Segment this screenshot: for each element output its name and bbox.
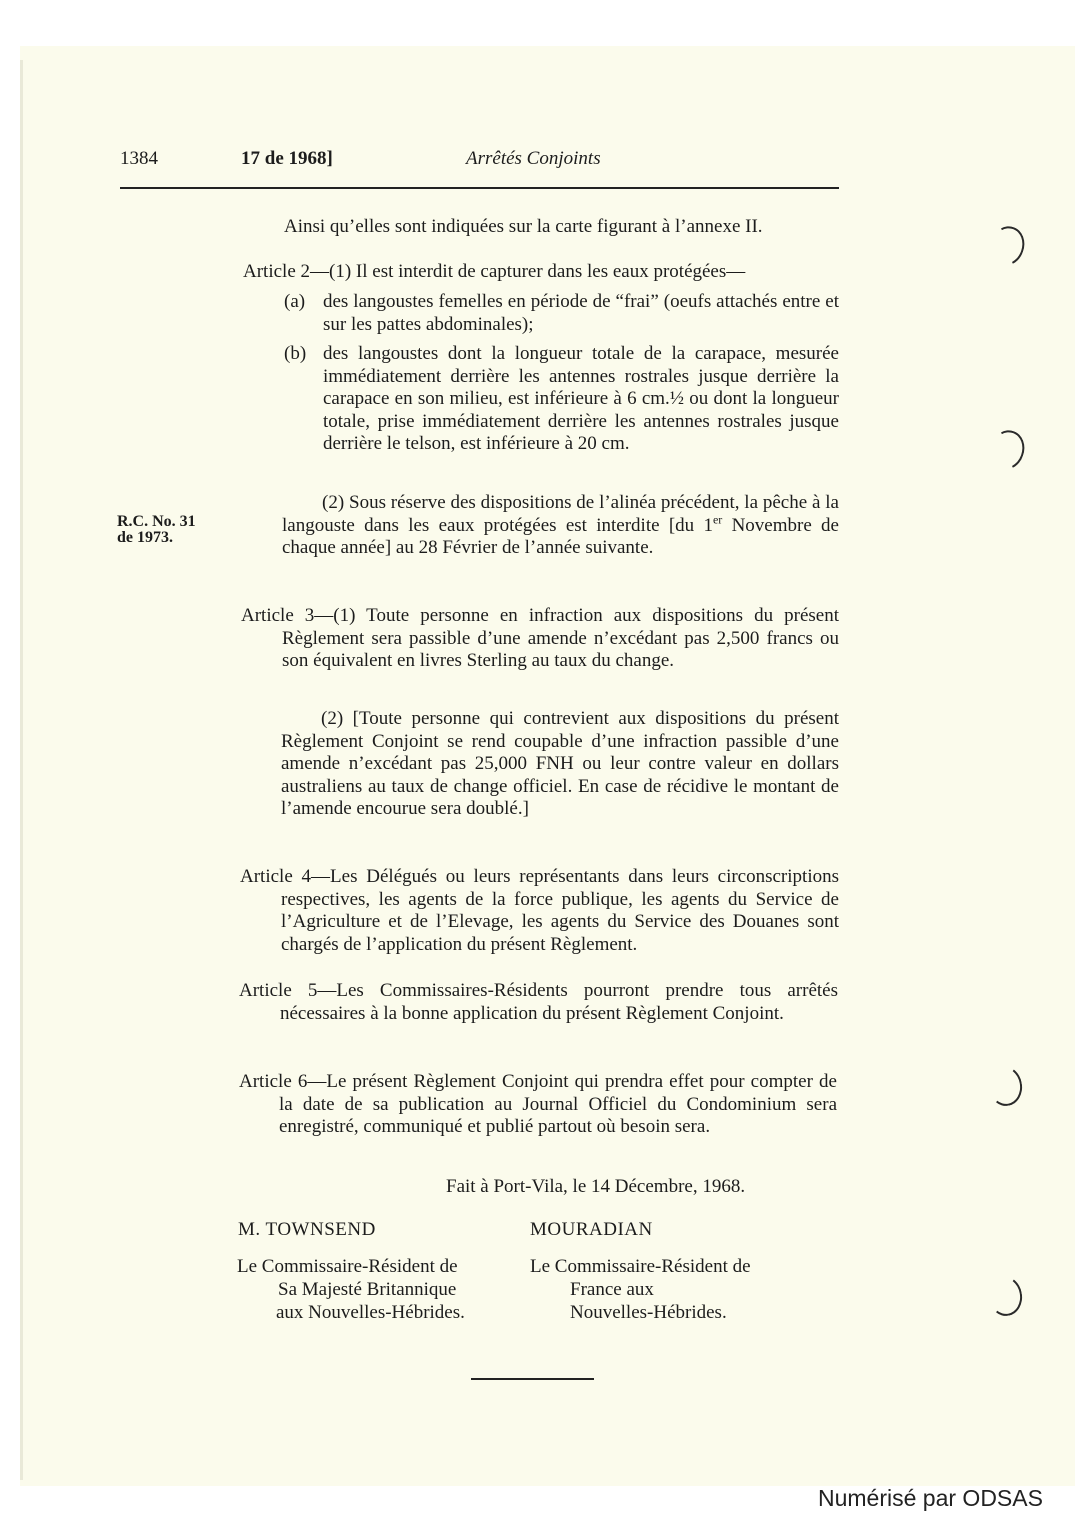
signatory-line: Le Commissaire-Résident de [530,1256,751,1277]
header-date-ref: 17 de 1968] [241,148,333,169]
article-2-paragraph-2 [282,492,839,560]
article-2-heading: Article 2—(1) Il est interdit de capturer dans les eaux protégées— [243,261,746,282]
margin-note [117,514,196,546]
header-rule [120,187,839,189]
intro-line: Ainsi qu’elles sont indiquées sur la carte figurant à l’annexe II. [284,216,763,237]
item-b-text: des langoustes dont la longueur totale de la carapace, mesurée immédiatement derrière les antennes rostrales jusque derrière la carapace en son milieu, est inférieure à 6 cm.½ ou dont la longueur totale, prise immédiatement derrière les antennes rostrales jusque derrière le telson, est inférieure à 20 cm. [323,343,839,455]
article-6: Article 6—Le présent Règlement Conjoint qui prendra effet pour compter de la date de sa publication au Journal Officiel du Condominium sera enregistré, communiqué et publié partout où besoin sera. [239,1071,837,1138]
article-2-p2-text: (2) Sous réserve des dispositions de l’alinéa précédent, la pêche à la langouste dans les eaux protégées est interdite [du 1 [282,492,839,536]
item-a-text: des langoustes femelles en période de “frai” (oeufs attachés entre et sur les pattes abdominales); [323,291,839,335]
signatory-right-title [530,1255,751,1324]
signatory-line: France aux [570,1279,654,1300]
margin-note-line: de 1973. [117,529,173,546]
signatory-line: aux Nouvelles-Hébrides. [276,1302,465,1323]
signatory-right-name: MOURADIAN [530,1219,653,1240]
article-3-paragraph-2: (2) [Toute personne qui contrevient aux dispositions du présent Règlement Conjoint se rend coupable d’une infraction passible d’une amende n’excédant pas 25,000 FNH ou leur contre valeur en dollars australiens au taux de change officiel. En case de récidive le montant de l’amende encourue sera doublé.] [281,708,839,820]
article-5: Article 5—Les Commissaires-Résidents pourront prendre tous arrêtés nécessaires à la bonne application du présent Règlement Conjoint. [239,980,838,1024]
page-edge-shadow [20,60,23,1480]
running-title: Arrêtés Conjoints [466,148,601,169]
signatory-line: Le Commissaire-Résident de [237,1256,458,1277]
signatory-line: Sa Majesté Britannique [278,1279,457,1300]
end-rule [471,1378,594,1380]
signatory-left-title [237,1255,465,1324]
item-b-label: (b) [284,343,307,364]
done-at-line: Fait à Port-Vila, le 14 Décembre, 1968. [446,1176,746,1197]
article-3-paragraph-1: Article 3—(1) Toute personne en infraction aux dispositions du présent Règlement sera passible d’une amende n’excédant pas 2,500 francs ou son équivalent en livres Sterling au taux du change. [241,605,839,672]
article-2-p2-text-end: Novembre de chaque année] au 28 Février de l’année suivante. [282,514,839,559]
signatory-line: Nouvelles-Hébrides. [570,1302,727,1323]
article-4: Article 4—Les Délégués ou leurs représentants dans leurs circonscriptions respectives, les agents de la force publique, les agents du Service de l’Agriculture et de l’Elevage, les agents du Service des Douanes sont chargés de l’application du présent Règlement. [240,866,839,955]
signatory-left-name: M. TOWNSEND [238,1219,376,1240]
margin-note-line: R.C. No. 31 [117,513,196,530]
ordinal-superscript: er [712,512,723,527]
item-a-label: (a) [284,291,306,312]
page-number: 1384 [120,148,158,169]
digitization-stamp: Numérisé par ODSAS [818,1485,1043,1511]
